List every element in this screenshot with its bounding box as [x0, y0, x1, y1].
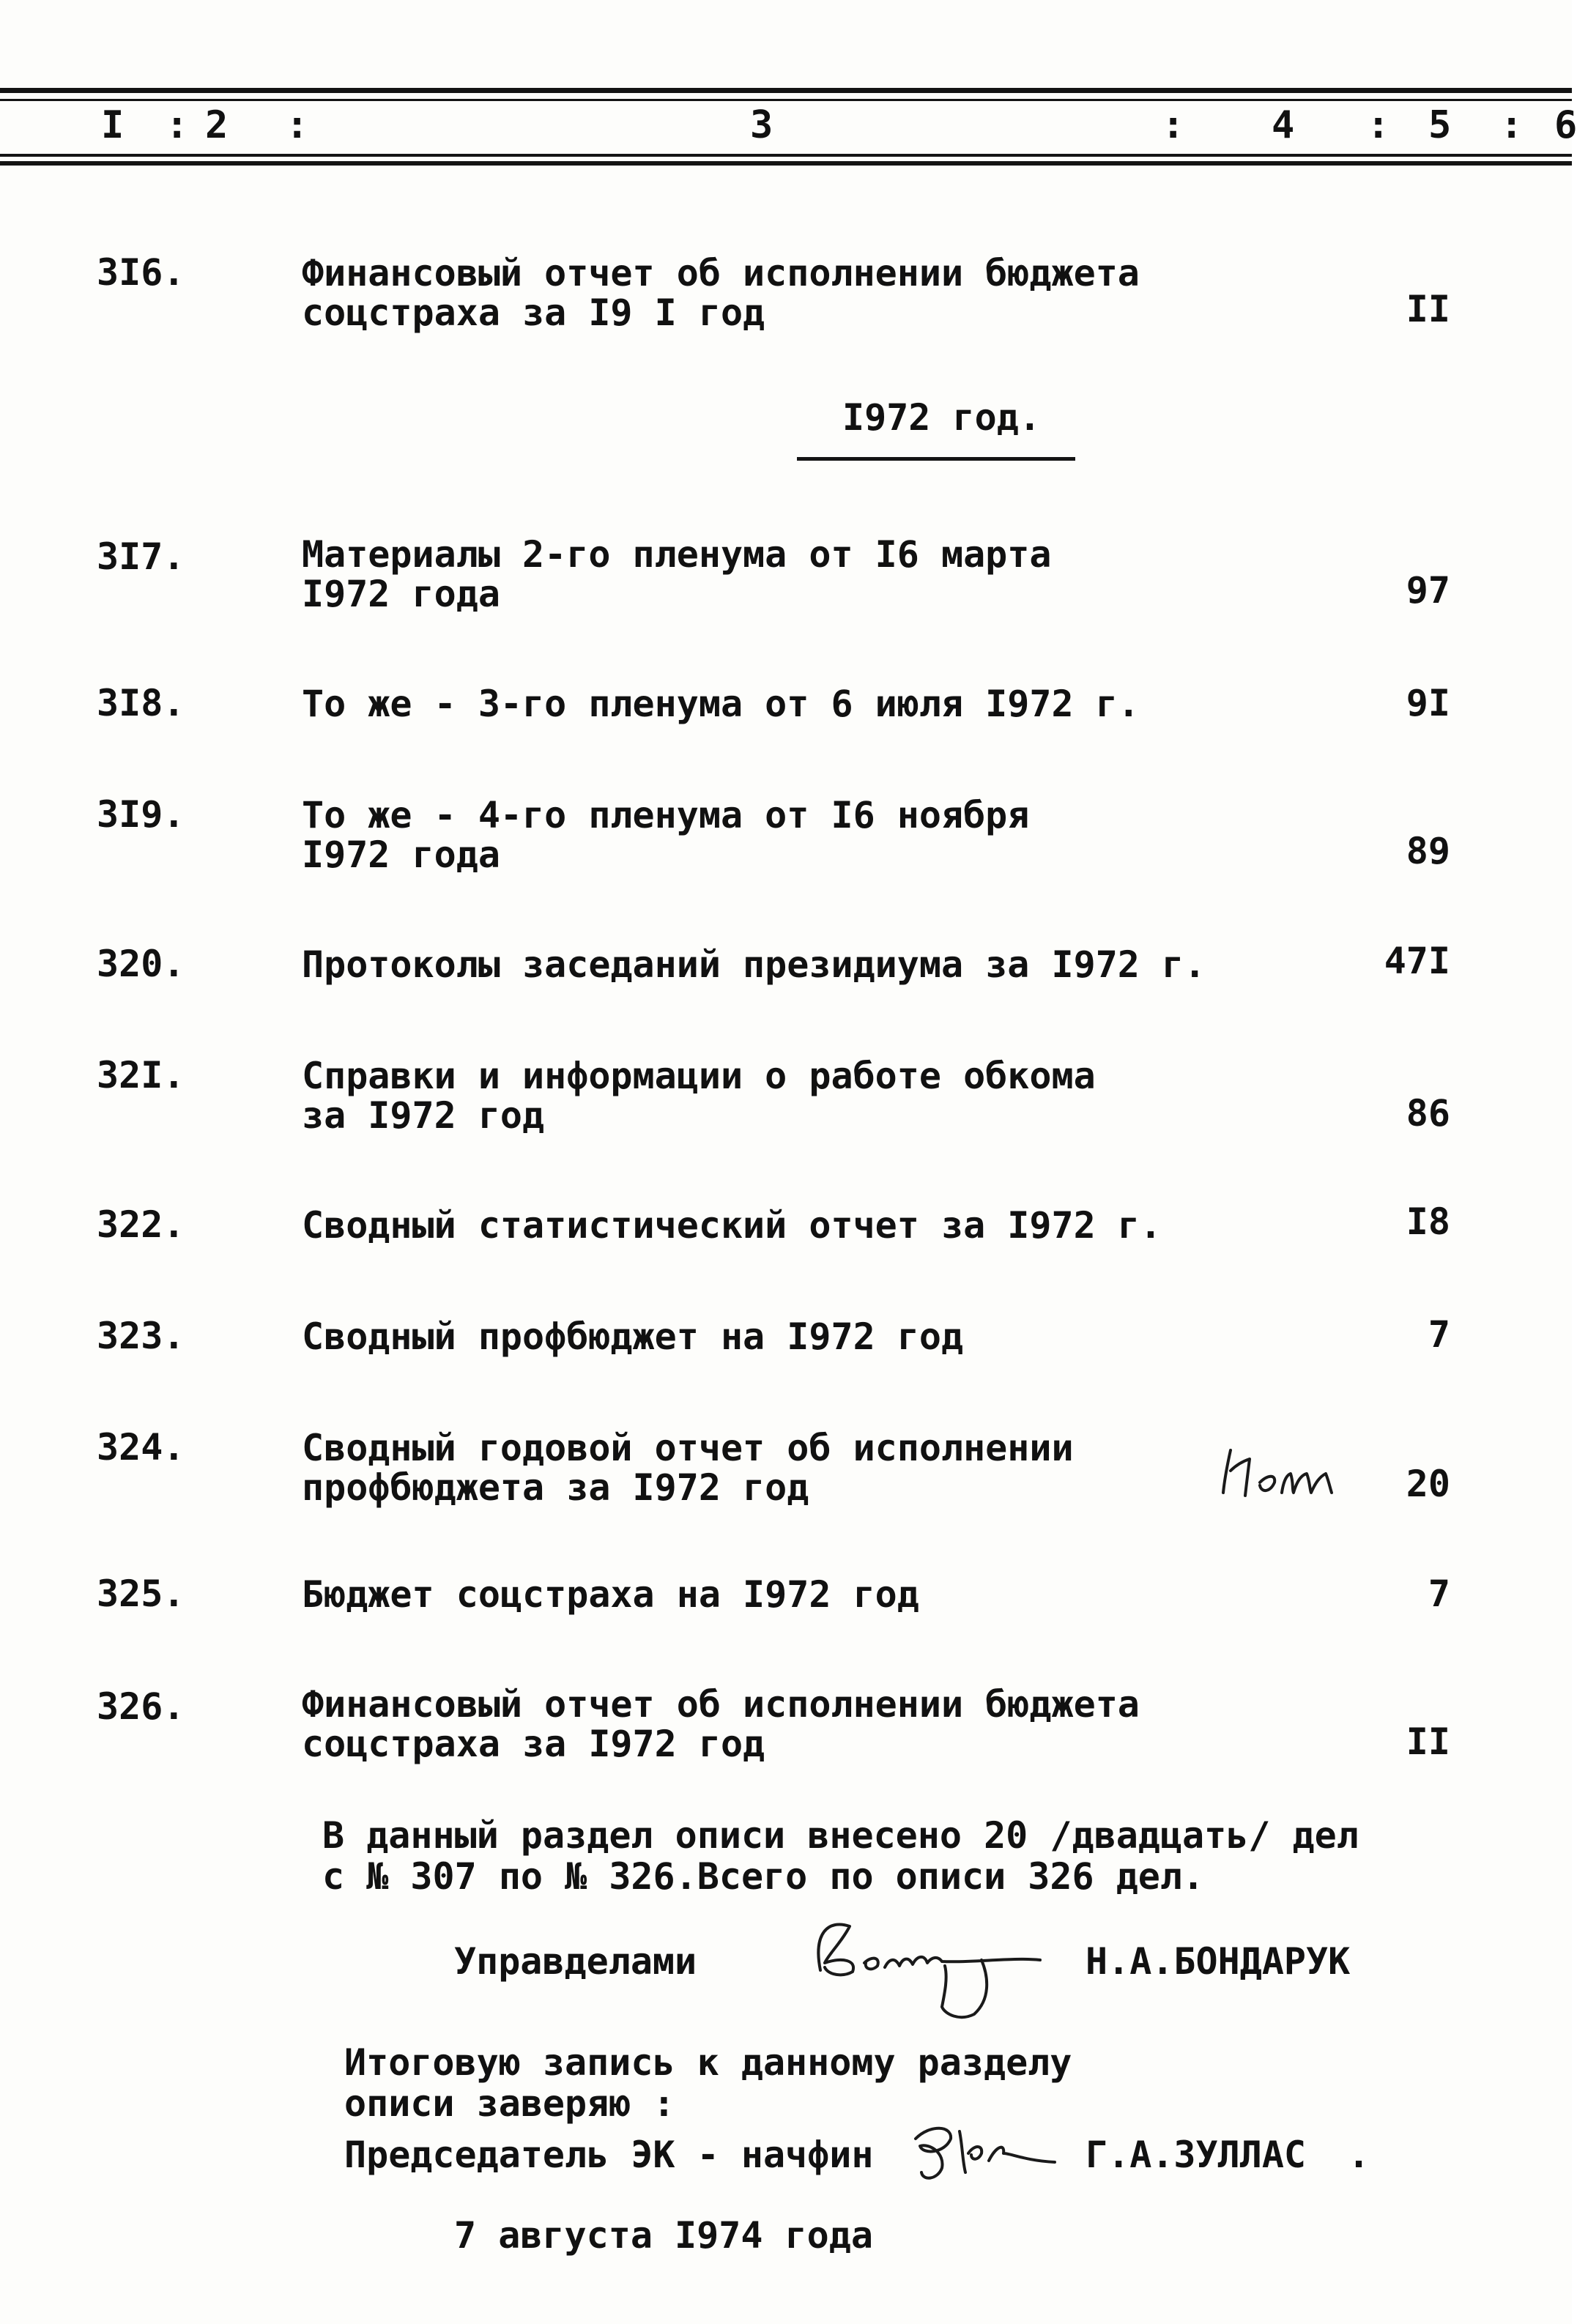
entry-sheet-count: II [1406, 1720, 1450, 1763]
header-rule-top [0, 88, 1572, 93]
entry-sheet-count: 20 [1406, 1463, 1450, 1505]
manager-name: Н.А.БОНДАРУК [1086, 1940, 1351, 1983]
chair-signature [901, 2109, 1077, 2190]
entry-sheet-count: II [1406, 288, 1450, 330]
entry-sheet-count: 47I [1384, 940, 1450, 982]
entry-number: 325. [97, 1573, 185, 1615]
entry-description: Материалы 2-го пленума от I6 марта I972 года [302, 533, 1052, 615]
column-separator: : [1500, 103, 1524, 147]
entry-description: Протоколы заседаний президиума за I972 г. [302, 943, 1206, 986]
entry-description: Бюджет соцстраха на I972 год [302, 1573, 919, 1616]
header-rule-bottom-thin [0, 154, 1572, 157]
entry-sheet-count: 9I [1406, 682, 1450, 724]
entry-description: Финансовый отчет об исполнении бюджета соцстраха за I972 год [302, 1683, 1140, 1765]
entry-description: Справки и информации о работе обкома за I972 год [302, 1055, 1096, 1137]
column-separator: : [286, 103, 309, 147]
column-header-6: 6 [1554, 103, 1577, 147]
header-rule-top-thin [0, 99, 1572, 101]
entry-description: То же - 4-го пленума от I6 ноября I972 года [302, 794, 1030, 876]
handwritten-note [1209, 1441, 1355, 1507]
entry-number: 326. [97, 1685, 185, 1728]
column-header-5: 5 [1428, 103, 1452, 147]
entry-number: 323. [97, 1315, 185, 1357]
column-header-1: I [101, 103, 125, 147]
header-rule-bottom [0, 161, 1572, 166]
manager-title: Управделами [454, 1940, 697, 1983]
commission-chair-name: Г.А.ЗУЛЛАС [1086, 2134, 1307, 2176]
entry-number: 3I6. [97, 251, 185, 294]
entry-number: 32I. [97, 1054, 185, 1096]
entry-description: Финансовый отчет об исполнении бюджета соцстраха за I9 I год [302, 252, 1140, 334]
entry-description: Сводный годовой отчет об исполнении профбюджета за I972 год [302, 1427, 1074, 1509]
entry-number: 324. [97, 1426, 185, 1469]
entry-sheet-count: 7 [1428, 1573, 1450, 1615]
entry-number: 3I9. [97, 793, 185, 836]
certification-text: Итоговую запись к данному разделу описи заверяю : [344, 2041, 1072, 2125]
column-separator: : [1162, 103, 1185, 147]
document-date: 7 августа I974 года [454, 2214, 873, 2257]
entry-number: 3I7. [97, 535, 185, 578]
entry-sheet-count: 89 [1406, 830, 1450, 872]
entry-sheet-count: I8 [1406, 1200, 1450, 1243]
commission-chair-title: Председатель ЭК - начфин [344, 2134, 874, 2176]
column-separator: : [166, 103, 189, 147]
entry-sheet-count: 97 [1406, 569, 1450, 612]
entry-description: Сводный профбюджет на I972 год [302, 1315, 964, 1358]
column-header-2: 2 [205, 103, 229, 147]
entry-sheet-count: 7 [1428, 1313, 1450, 1356]
year-heading-underline [797, 457, 1075, 461]
entry-description: Сводный статистический отчет за I972 г. [302, 1204, 1162, 1247]
column-header-3: 3 [750, 103, 773, 147]
column-header-4: 4 [1272, 103, 1295, 147]
manager-signature [798, 1904, 1062, 2029]
year-heading: I972 год. [842, 396, 1041, 439]
entry-number: 320. [97, 943, 185, 985]
column-separator: : [1367, 103, 1390, 147]
entry-number: 322. [97, 1203, 185, 1246]
section-summary: В данный раздел описи внесено 20 /двадцать/ дел с № 307 по № 326.Всего по описи 326 дел. [322, 1814, 1359, 1898]
trailing-dot: . [1348, 2134, 1370, 2176]
entry-number: 3I8. [97, 682, 185, 724]
entry-sheet-count: 86 [1406, 1092, 1450, 1135]
entry-description: То же - 3-го пленума от 6 июля I972 г. [302, 683, 1140, 725]
